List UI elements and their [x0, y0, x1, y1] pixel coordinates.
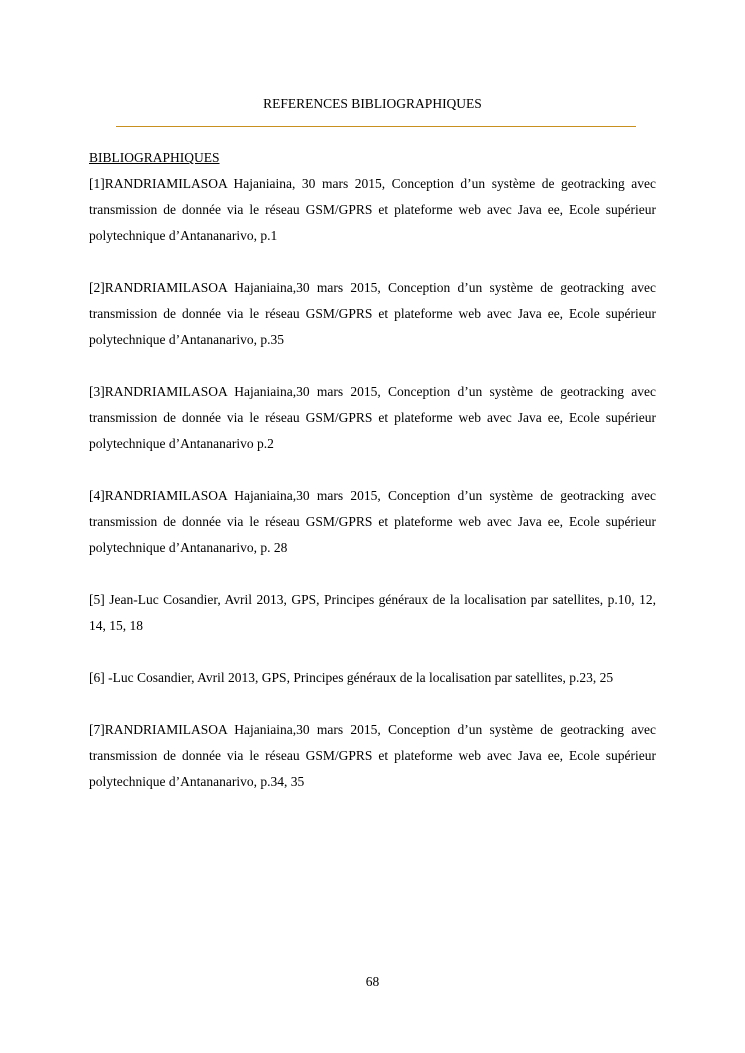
- reference-item-6: [6] -Luc Cosandier, Avril 2013, GPS, Principes généraux de la localisation par satellites, p.23, 25: [89, 670, 614, 685]
- reference-item-2: [2]RANDRIAMILASOA Hajaniaina,30 mars 2015, Conception d’un système de geotracking avec transmission de donnée via le réseau GSM/GPRS et plateforme web avec Java ee, Ecole supérieur polytechnique d’Antananarivo, p.35: [89, 280, 656, 347]
- bibliography-section: [89, 145, 656, 795]
- heading-divider: [116, 126, 636, 127]
- section-label: BIBLIOGRAPHIQUES: [89, 150, 220, 165]
- page-title: REFERENCES BIBLIOGRAPHIQUES: [263, 96, 482, 111]
- page-number: 68: [365, 974, 380, 989]
- reference-item-1: [1]RANDRIAMILASOA Hajaniaina, 30 mars 2015, Conception d’un système de geotracking avec transmission de donnée via le réseau GSM/GPRS et plateforme web avec Java ee, Ecole supérieur polytechnique d’Antananarivo, p.1: [89, 176, 656, 243]
- reference-item-7: [7]RANDRIAMILASOA Hajaniaina,30 mars 2015, Conception d’un système de geotracking avec transmission de donnée via le réseau GSM/GPRS et plateforme web avec Java ee, Ecole supérieur polytechnique d’Antananarivo, p.34, 35: [89, 722, 656, 789]
- reference-item-3: [3]RANDRIAMILASOA Hajaniaina,30 mars 2015, Conception d’un système de geotracking avec transmission de donnée via le réseau GSM/GPRS et plateforme web avec Java ee, Ecole supérieur polytechnique d’Antananarivo p.2: [89, 384, 656, 451]
- reference-item-5: [5] Jean-Luc Cosandier, Avril 2013, GPS, Principes généraux de la localisation par satellites, p.10, 12, 14, 15, 18: [89, 592, 656, 633]
- reference-item-4: [4]RANDRIAMILASOA Hajaniaina,30 mars 2015, Conception d’un système de geotracking avec transmission de donnée via le réseau GSM/GPRS et plateforme web avec Java ee, Ecole supérieur polytechnique d’Antananarivo, p. 28: [89, 488, 656, 555]
